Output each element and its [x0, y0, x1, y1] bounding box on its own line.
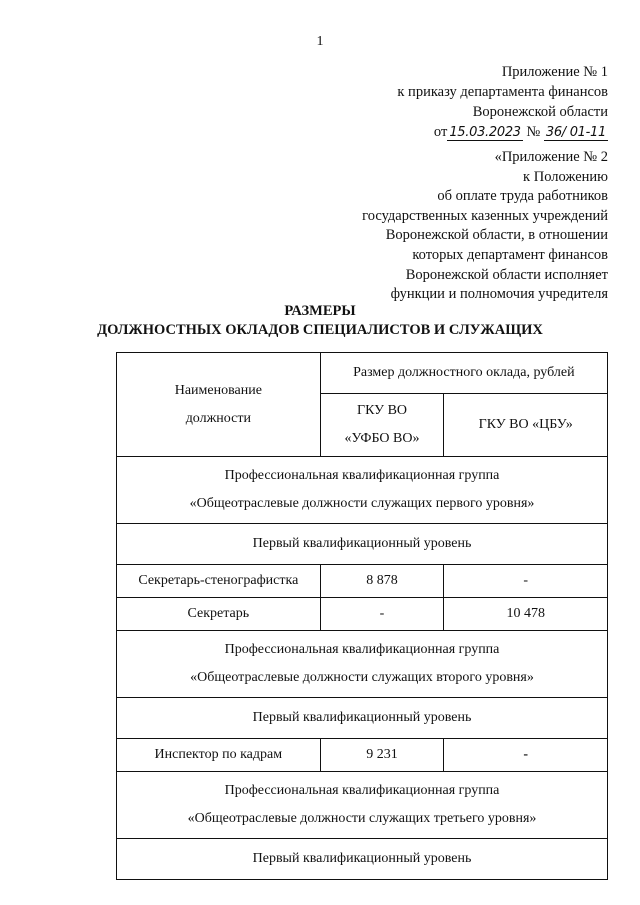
header-name-line-1: Наименование	[174, 382, 262, 398]
appendix-2-line: Воронежской области, в отношении	[385, 227, 608, 244]
table-group-row	[117, 457, 608, 524]
position-name: Секретарь	[117, 598, 321, 631]
salary-cbu: -	[444, 565, 608, 598]
table-level-row	[117, 839, 608, 880]
group-3-level-1: Первый квалификационный уровень	[117, 839, 608, 880]
title-line-2: ДОЛЖНОСТНЫХ ОКЛАДОВ СПЕЦИАЛИСТОВ И СЛУЖАЩИХ	[97, 322, 543, 338]
table-header-row	[117, 353, 608, 394]
appendix-2-line: которых департамент финансов	[412, 246, 608, 263]
group-3-line-1: Профессиональная квалификационная группа	[224, 783, 500, 798]
appendix-2-line: Воронежской области исполняет	[405, 266, 608, 283]
group-1-line-1: Профессиональная квалификационная группа	[224, 468, 500, 483]
header-salary: Размер должностного оклада, рублей	[320, 353, 607, 394]
appendix-2-block	[362, 148, 608, 305]
appendix-1-region: Воронежской области	[472, 104, 608, 120]
group-2	[117, 631, 608, 698]
table-level-row	[117, 698, 608, 739]
table-group-row	[117, 772, 608, 839]
order-number: 36/ 01-11	[545, 125, 606, 140]
order-date: 15.03.2023	[449, 125, 521, 140]
header-col-ufbo-line-2: «УФБО ВО»	[344, 431, 420, 446]
group-2-level-1: Первый квалификационный уровень	[117, 698, 608, 739]
appendix-2-line: об оплате труда работников	[437, 188, 608, 205]
salary-cbu: -	[444, 739, 608, 772]
position-name: Секретарь-стенографистка	[117, 565, 321, 598]
table-level-row	[117, 524, 608, 565]
position-name: Инспектор по кадрам	[117, 739, 321, 772]
document-title	[0, 302, 640, 340]
group-3-line-2: «Общеотраслевые должности служащих третьего уровня»	[187, 811, 537, 826]
group-1-level-1: Первый квалификационный уровень	[117, 524, 608, 565]
appendix-1-date-line	[434, 122, 608, 143]
appendix-1-title: Приложение № 1	[501, 64, 608, 80]
header-name-line-2: должности	[185, 410, 251, 426]
appendix-1-block	[397, 62, 608, 143]
page-number: 1	[316, 34, 324, 49]
group-3	[117, 772, 608, 839]
salary-ufbo: -	[320, 598, 444, 631]
appendix-2-line: функции и полномочия учредителя	[390, 286, 608, 303]
salary-ufbo: 9 231	[320, 739, 444, 772]
group-2-line-2: «Общеотраслевые должности служащих второго уровня»	[190, 670, 534, 685]
group-1	[117, 457, 608, 524]
appendix-2-line: «Приложение № 2	[494, 149, 608, 165]
group-1-line-2: «Общеотраслевые должности служащих первого уровня»	[189, 496, 535, 511]
table-row	[117, 598, 608, 631]
table-group-row	[117, 631, 608, 698]
number-prefix: №	[526, 124, 541, 140]
group-2-line-1: Профессиональная квалификационная группа	[224, 642, 500, 657]
date-prefix: от	[433, 124, 448, 140]
header-position-name	[117, 353, 321, 457]
salary-table	[116, 352, 608, 880]
salary-ufbo: 8 878	[320, 565, 444, 598]
header-col-cbu: ГКУ ВО «ЦБУ»	[444, 394, 608, 457]
salary-cbu: 10 478	[444, 598, 608, 631]
header-col-ufbo	[320, 394, 444, 457]
appendix-2-line: к Положению	[523, 168, 608, 185]
title-line-1: РАЗМЕРЫ	[284, 303, 356, 319]
appendix-2-line: государственных казенных учреждений	[362, 207, 608, 224]
table-row	[117, 739, 608, 772]
header-col-ufbo-line-1: ГКУ ВО	[357, 403, 408, 418]
appendix-1-order-ref: к приказу департамента финансов	[397, 84, 608, 100]
table-row	[117, 565, 608, 598]
